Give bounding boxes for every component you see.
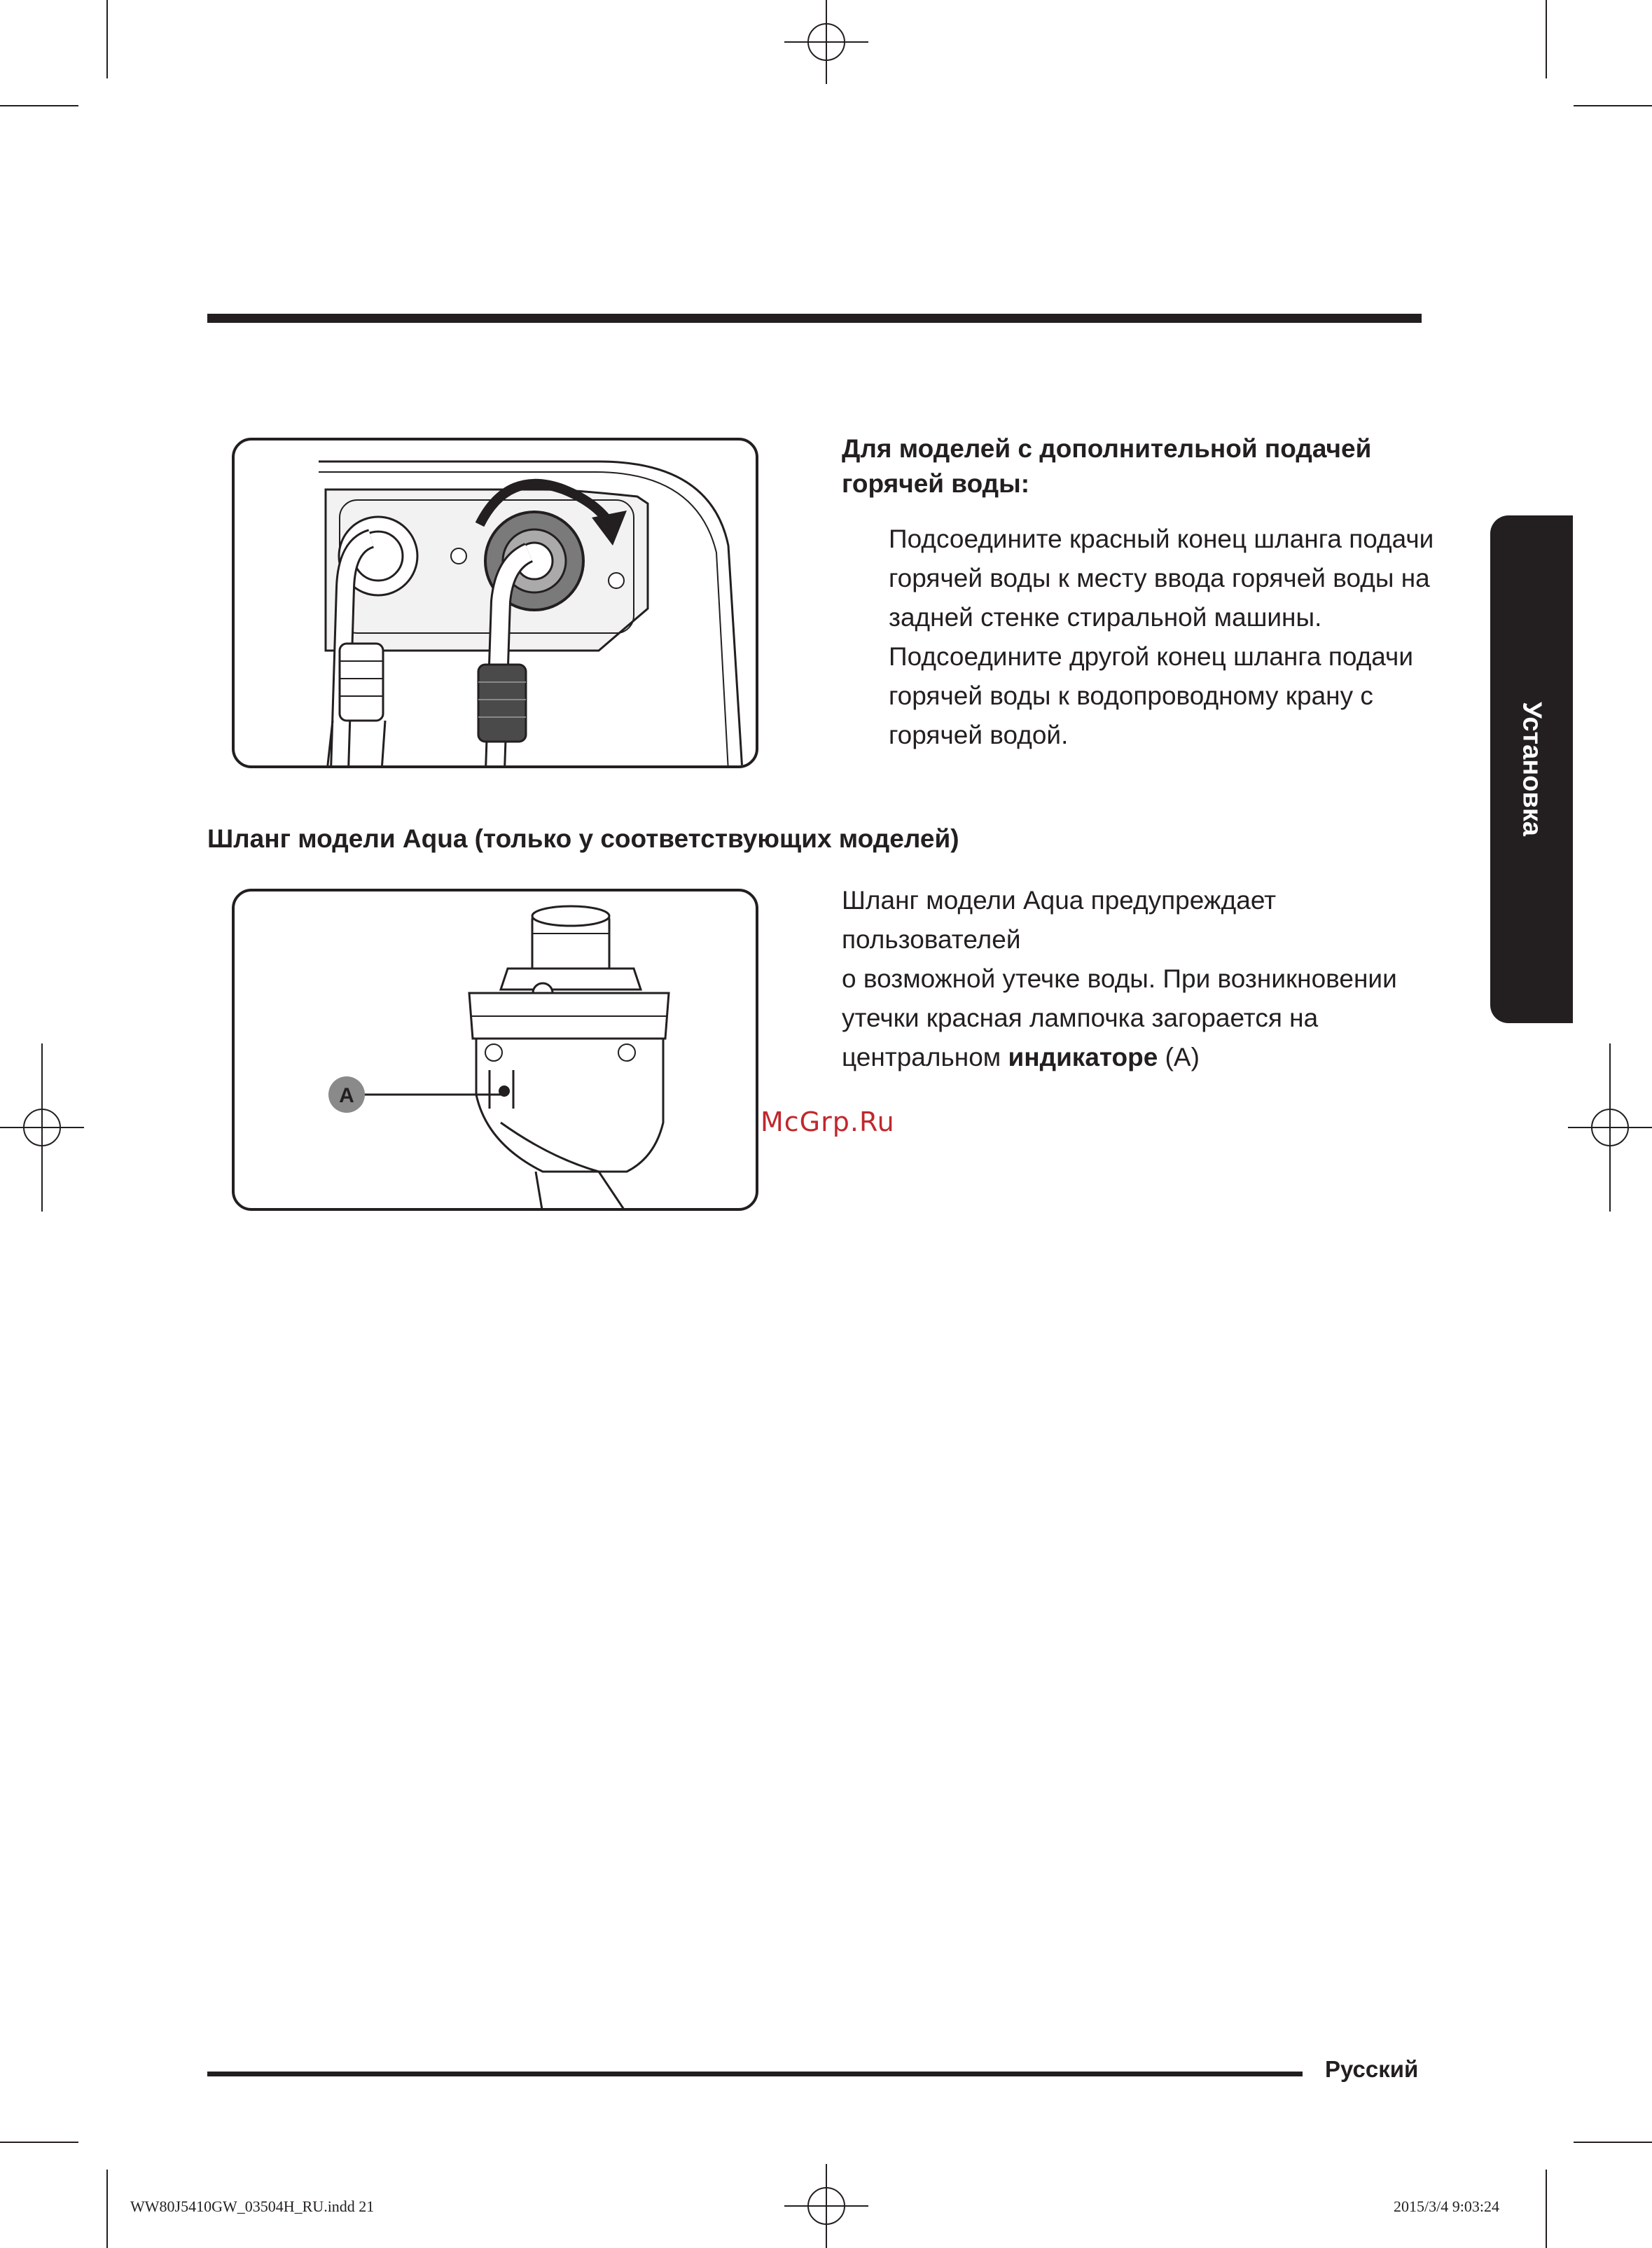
callout-label-a: A (339, 1084, 354, 1107)
print-slug-file: WW80J5410GW_03504H_RU.indd 21 (130, 2198, 375, 2215)
aqua-hose-illustration (232, 889, 758, 1211)
text-fragment: (A) (1158, 1043, 1200, 1071)
aqua-hose-description (842, 881, 1444, 1077)
text-line: Подсоедините красный конец шланга подачи (889, 525, 1434, 553)
print-slug-date: 2015/3/4 9:03:24 (1394, 2198, 1499, 2215)
registration-mark-bottom (784, 2164, 868, 2248)
text-line: горячей воды к месту ввода горячей воды на (889, 564, 1430, 592)
text-line: задней стенке стиральной машины. (889, 603, 1322, 632)
registration-mark-right (1568, 1043, 1652, 1212)
hot-water-instructions (889, 520, 1435, 755)
text-line: горячей воды к водопроводному крану с (889, 681, 1373, 710)
side-tab-label: Установка (1517, 702, 1547, 836)
hot-water-heading-line-1: Для моделей с дополнительной подачей (842, 434, 1372, 463)
footer-rule (207, 2072, 1303, 2076)
text-fragment: центральном (842, 1043, 1008, 1071)
text-line: Подсоедините другой конец шланга подачи (889, 642, 1413, 671)
text-line: горячей водой. (889, 721, 1069, 749)
registration-mark-top (784, 0, 868, 84)
text-line (842, 1038, 1444, 1077)
footer-language: Русский (1325, 2056, 1419, 2082)
text-line: утечки красная лампочка загорается на (842, 1004, 1319, 1032)
text-line: Шланг модели Aqua предупреждает пользователей (842, 886, 1277, 954)
top-rule (207, 314, 1422, 323)
registration-mark-left (0, 1043, 84, 1212)
indicator-term: индикаторе (1008, 1043, 1158, 1071)
section-side-tab (1490, 515, 1573, 1023)
text-line: о возможной утечке воды. При возникновении (842, 964, 1397, 993)
hot-water-hose-illustration (232, 438, 758, 768)
aqua-hose-heading: Шланг модели Aqua (только у соответствующих моделей) (207, 824, 959, 853)
hot-water-heading (842, 431, 1416, 501)
watermark: McGrp.Ru (761, 1106, 895, 1137)
hot-water-heading-line-2: горячей воды: (842, 469, 1030, 498)
